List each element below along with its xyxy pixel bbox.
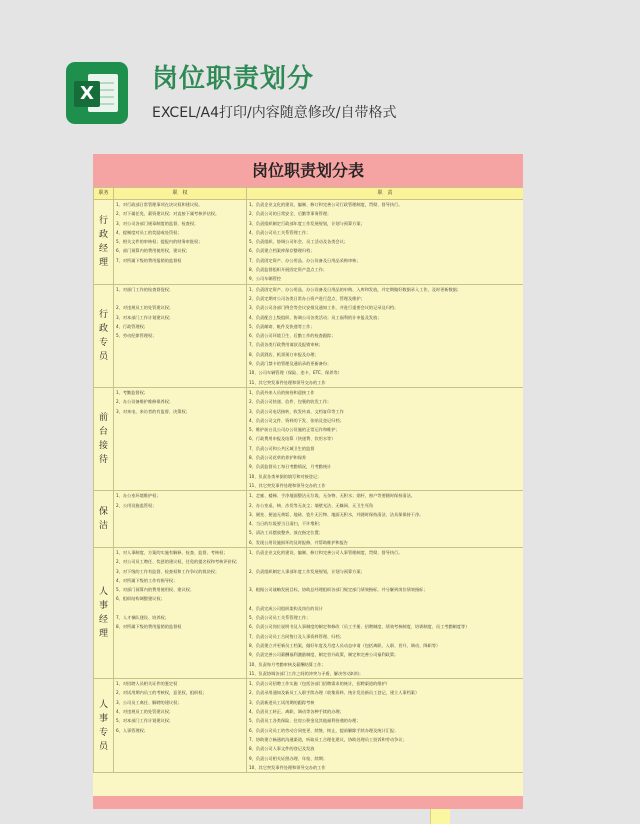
column-header-duties: 职 责 xyxy=(247,188,524,200)
duty-line: 7、协助建立畅通的沟通渠道，听取员工合理化建议，协助处理员工投诉和劳动争议； xyxy=(249,736,407,742)
duty-line: 10、公司车辆管理（保险、违卡、ETC、保养等） xyxy=(249,370,342,376)
job-title-char: 行 xyxy=(98,309,108,320)
duty-line: 10、其它突发事件处理和领导交办的工作 xyxy=(249,764,326,770)
duty-line: 3、厕室、便池无黄垢、地砖、瓷片无污物、地面无积水，并随时保持清洁、洁具保保持干净。 xyxy=(249,511,424,517)
duty-line: 3、根据公司战略发展目标，协助总经理组织各部门规定部门绩效指标，并分解到岗位绩效指标； xyxy=(249,587,428,593)
duty-line: 1、负责企业文化的建设，编制、修订和完善公司行政管理制度，贯彻、督导执行。 xyxy=(249,202,403,207)
powers-cell xyxy=(114,200,247,285)
power-line: 1、对行政部日常管理事项在决议权和建议权。 xyxy=(116,202,203,207)
duty-line: 6、负责公司员工的劳动合同变更、续签、终止，提前解除手续办理及统计汇报； xyxy=(249,727,399,733)
power-line: 2、公用设施监管权； xyxy=(116,502,157,508)
duty-line: 7、负责公司员工合同签订及人事资料管理、归档； xyxy=(249,633,344,639)
powers-cell xyxy=(114,547,247,678)
job-title-char: 接 xyxy=(98,441,108,452)
duty-line: 9、负责门禁卡的管理及通讯录的更新备份； xyxy=(249,361,332,367)
duty-line: 4、负责完成公司组织架构及岗位的设计 xyxy=(249,605,323,611)
power-line: 4、提制度对员工的奖励或处罚权； xyxy=(116,229,182,235)
duty-line: 6、发现公用设施损坏的及时报修，并帮助维护和报告 xyxy=(249,539,348,545)
duty-line: 1、负责公司招聘工作实施（包括各部门招聘需求的统计，招聘渠道的维护） xyxy=(249,681,390,687)
duty-line: 8、负责酒店、机票预订申报及办理； xyxy=(249,351,319,357)
duty-line: 8、负责监督组织开展固定资产盘点工作； xyxy=(249,267,328,273)
job-title-char: 人 xyxy=(98,587,108,598)
spreadsheet-preview xyxy=(93,154,523,809)
power-line: 3、对本部门工作计划建议权； xyxy=(116,314,174,320)
power-line: 3、对公司各部门规章制度的监督、检查权； xyxy=(116,220,199,226)
duty-line: 2、办公室桌、椅、沙发等无灰尘；墙壁光洁、无蛛网、无卫生死角 xyxy=(249,502,374,508)
job-title-char: 洁 xyxy=(98,521,108,532)
table-row xyxy=(94,284,524,387)
job-title-char: 政 xyxy=(98,229,108,240)
duty-line: 9、负责公司相关证照办理、年检、续期； xyxy=(249,755,328,761)
duty-line: 6、负责公司岗位说明书及人事制度的制定和修改（员工手册、招聘制度、绩效考核制度、培训制度、员工考勤制度等） xyxy=(249,624,470,630)
job-title-char: 前 xyxy=(98,413,108,424)
duty-line: 5、负责邮寄、帐件及快递等工作； xyxy=(249,323,315,329)
power-line: 1、对招聘人员相关证件的鉴定权 xyxy=(116,681,178,687)
duty-line xyxy=(249,576,523,585)
job-title-char: 员 xyxy=(98,351,108,362)
power-line: 5、劳动纪律管理权； xyxy=(116,333,157,339)
duty-line: 2、负责录用通知及新员工入职手续办理（收集资料、统计发送新员工登记，建立人事档案） xyxy=(249,690,420,696)
table-row xyxy=(94,387,524,490)
duty-line: 11、负责协调各部门工作之间的冲突与矛盾，解决劳动纠纷； xyxy=(249,670,364,676)
duty-line: 10、负责各类单据的填写和对接登记； xyxy=(249,473,322,479)
duty-line: 2、负责公司的日常安全、后勤等事务管理； xyxy=(249,211,332,217)
sheet-title: 岗位职责划分表 xyxy=(93,154,523,187)
duty-line: 11、其它突发事件处理和领导交办的工作 xyxy=(249,482,326,488)
duty-line: 8、负责公司花草的养护和保养 xyxy=(249,455,307,461)
duty-line: 3、负责组织制定行政部年度工作发展规划，计划与预算方案； xyxy=(249,220,365,226)
page-subtitle: EXCEL/A4打印/内容随意修改/自带格式 xyxy=(152,105,397,121)
table-row xyxy=(94,679,524,773)
duty-line: 4、负责公司员工关系管理工作； xyxy=(249,229,311,235)
duty-line: 7、负责公司和公共区域卫生的监督 xyxy=(249,445,315,451)
power-line: 5、对本部门工作计划建议权； xyxy=(116,718,174,724)
job-title-char: 经 xyxy=(98,615,108,626)
job-title-char: 事 xyxy=(98,713,108,724)
job-title-char: 理 xyxy=(98,629,108,640)
job-title-cell xyxy=(94,200,114,285)
duties-cell xyxy=(247,491,524,548)
power-line: 6、部门预算内的费用使用权，建议权； xyxy=(116,248,190,254)
column-header-powers: 职 权 xyxy=(114,188,247,200)
table-row xyxy=(94,547,524,678)
duty-line: 8、负责公司人事文件的登记及发放 xyxy=(249,746,315,752)
duty-line: 5、清洁工具摆放整齐，放在指定位置； xyxy=(249,530,323,536)
table-row xyxy=(94,200,524,285)
job-title-cell xyxy=(94,491,114,548)
duty-line: 7、负责固定资产、办公用品、办公设备及日用品采购审核； xyxy=(249,257,361,263)
duty-line: 5、负责员工各类保险、住房公积金及其他福利待遇的办理； xyxy=(249,718,361,724)
duty-line: 9、公司车辆管控 xyxy=(249,276,281,282)
powers-cell xyxy=(114,491,247,548)
duty-line: 5、维护前台及公司办公设施的正常运作和维护； xyxy=(249,427,340,433)
powers-cell xyxy=(114,284,247,387)
job-title-char: 事 xyxy=(98,601,108,612)
column-header-job: 职务 xyxy=(94,188,114,200)
sheet-bottom-bar xyxy=(93,796,523,809)
duty-line: 8、负责建立并更新员工档案，做好年度及月度人员动态申请（包括离职、入职、晋升、调动、降职等） xyxy=(249,642,441,648)
excel-icon xyxy=(66,62,128,124)
excel-x-icon: X xyxy=(74,81,100,107)
duty-line: 2、负责公司快递、信件、包裹的收发工作； xyxy=(249,399,332,405)
power-line: 1、考勤监督权； xyxy=(116,389,148,395)
duty-line: 6、负责建立档案库保存整理归档； xyxy=(249,248,315,254)
job-title-char: 保 xyxy=(98,507,108,518)
duty-line: 3、负责新进员工试用期的跟踪考核 xyxy=(249,699,315,705)
power-line: 7、人才梯队建设、培养权； xyxy=(116,615,169,621)
duty-line xyxy=(249,557,523,566)
duty-line: 9、负责监督员工每日考勤情况，月考勤统计 xyxy=(249,464,332,470)
duty-line: 6、行政费用申报及结算（快递费、饮用水等） xyxy=(249,436,336,442)
duty-line: 2、负责组织制定人事部年度工作发展规划，计划与预算方案； xyxy=(249,568,365,574)
duty-line xyxy=(249,594,523,603)
responsibility-table xyxy=(93,187,523,773)
power-line: 2、对下属任免、薪资建议权；对直接下属考核评估权。 xyxy=(116,211,220,217)
duty-line: 1、负责外来人员的接待和迎接工作 xyxy=(249,389,315,395)
power-line: 1、办公室环境维护权； xyxy=(116,493,161,499)
job-title-cell xyxy=(94,547,114,678)
power-line: 2、对试用期内员工的考核权，意见权，组织权； xyxy=(116,690,207,696)
job-title-cell xyxy=(94,284,114,387)
job-title-char: 理 xyxy=(98,257,108,268)
power-line: 2、办公设备维护维修保养权； xyxy=(116,399,174,405)
duty-line: 4、当日的垃圾要当日清扫，不许堆积； xyxy=(249,521,323,527)
duty-line: 2、负责定期对公司各类日常办公资产进行盘点、管理及维护； xyxy=(249,295,365,301)
power-line: 3、对下级的工作有监督、检查权和工作争议的裁决权； xyxy=(116,568,220,574)
power-line: 2、对公司员工聘任、奖惩的建议权，任免的提名权和考核评价权； xyxy=(116,559,241,565)
power-line: 1、对人事制度、方案的实施有解释、检查、监督、考核权； xyxy=(116,549,228,555)
table-body xyxy=(94,200,524,773)
duties-cell xyxy=(247,200,524,285)
job-title-char: 行 xyxy=(98,215,108,226)
job-title-char: 人 xyxy=(98,699,108,710)
power-line: 2、对违规员工的处罚建议权； xyxy=(116,305,174,311)
job-title-char: 经 xyxy=(98,243,108,254)
duty-line: 1、负责固定资产、办公用品、办公设备及日用品的申购、入库和发放，并定期做好数据录入工作，及时更新数据； xyxy=(249,286,462,292)
duties-cell xyxy=(247,284,524,387)
power-line: 4、行政管理权； xyxy=(116,323,148,329)
job-title-char: 待 xyxy=(98,455,108,466)
job-title-cell xyxy=(94,387,114,490)
power-line: 3、公司员工离任、解聘的建议权； xyxy=(116,699,182,705)
job-title-char: 专 xyxy=(98,727,108,738)
duty-line: 3、负责公司各部门例会等会议安排及通知工作，并进行重要会议的记录及归档； xyxy=(249,305,399,311)
power-line: 6、人事管理权； xyxy=(116,727,148,733)
duty-line: 6、负责公司环境卫生、后勤工作的检查跟踪； xyxy=(249,333,336,339)
power-line xyxy=(116,604,246,613)
power-line: 5、对部门预算内的费用使用权、建议权； xyxy=(116,587,195,593)
duty-line: 9、负责完善公司薪酬福利激励制度，制定晋升政策，制定和完善公司福利政策； xyxy=(249,652,399,658)
duty-line: 11、其它突发事件处理和领导交办的工作 xyxy=(249,379,326,385)
power-line: 3、对来电、来访者的有监督、决策权； xyxy=(116,408,190,414)
power-line: 6、组织结构调整建议权； xyxy=(116,596,165,602)
power-line xyxy=(116,294,246,303)
power-line: 7、对所属下级的费用报销的监督权 xyxy=(116,257,182,263)
duty-line: 3、负责公司电话接转、收发传真、文档复印等工作 xyxy=(249,408,344,414)
table-row xyxy=(94,491,524,548)
page-title: 岗位职责划分 xyxy=(152,64,315,94)
powers-cell xyxy=(114,679,247,773)
power-line: 5、相关文件的审核权；提报内的财务审批权； xyxy=(116,239,203,245)
power-line: 4、对违规员工的处罚建议权； xyxy=(116,709,174,715)
power-line: 8、对所属下级的费用报销的监督权 xyxy=(116,624,182,630)
job-title-char: 专 xyxy=(98,337,108,348)
duty-line: 4、负责员工转正、离职、调动等各种手续的办理； xyxy=(249,709,344,715)
power-line: 4、对所属下级的工作有指导权； xyxy=(116,577,178,583)
duty-line: 4、负责公司文件、资料的下发、张贴及登记归档； xyxy=(249,417,344,423)
job-title-char: 员 xyxy=(98,741,108,752)
duty-line: 1、走廊、楼梯、手净地面整洁无垃圾、无杂物、无积水；烟杆、窗户等要随时保持清洁。 xyxy=(249,493,415,499)
duties-cell xyxy=(247,547,524,678)
duties-cell xyxy=(247,387,524,490)
duty-line: 5、负责组织、协调公司年会、员工活动及各类会议； xyxy=(249,239,348,245)
duties-cell xyxy=(247,679,524,773)
job-title-char: 台 xyxy=(98,427,108,438)
duty-line: 4、负责配合上级组织、协调公司各类活动；员工福利的计申报及发放； xyxy=(249,314,382,320)
duty-line: 5、负责公司员工关系管理工作； xyxy=(249,615,311,621)
job-title-cell xyxy=(94,679,114,773)
table-header-row xyxy=(94,188,524,200)
duty-line: 7、负责各类行政费用请款及报销审核； xyxy=(249,342,323,348)
job-title-char: 政 xyxy=(98,323,108,334)
duty-line: 1、负责企业文化的建设，编制、修订和完善公司人事管理制度，贯彻、督导执行。 xyxy=(249,549,403,555)
duty-line: 10、负责每月考勤审核及薪酬结算工作； xyxy=(249,661,326,667)
powers-cell xyxy=(114,387,247,490)
power-line: 1、对部门工作的检查督促权； xyxy=(116,286,174,292)
